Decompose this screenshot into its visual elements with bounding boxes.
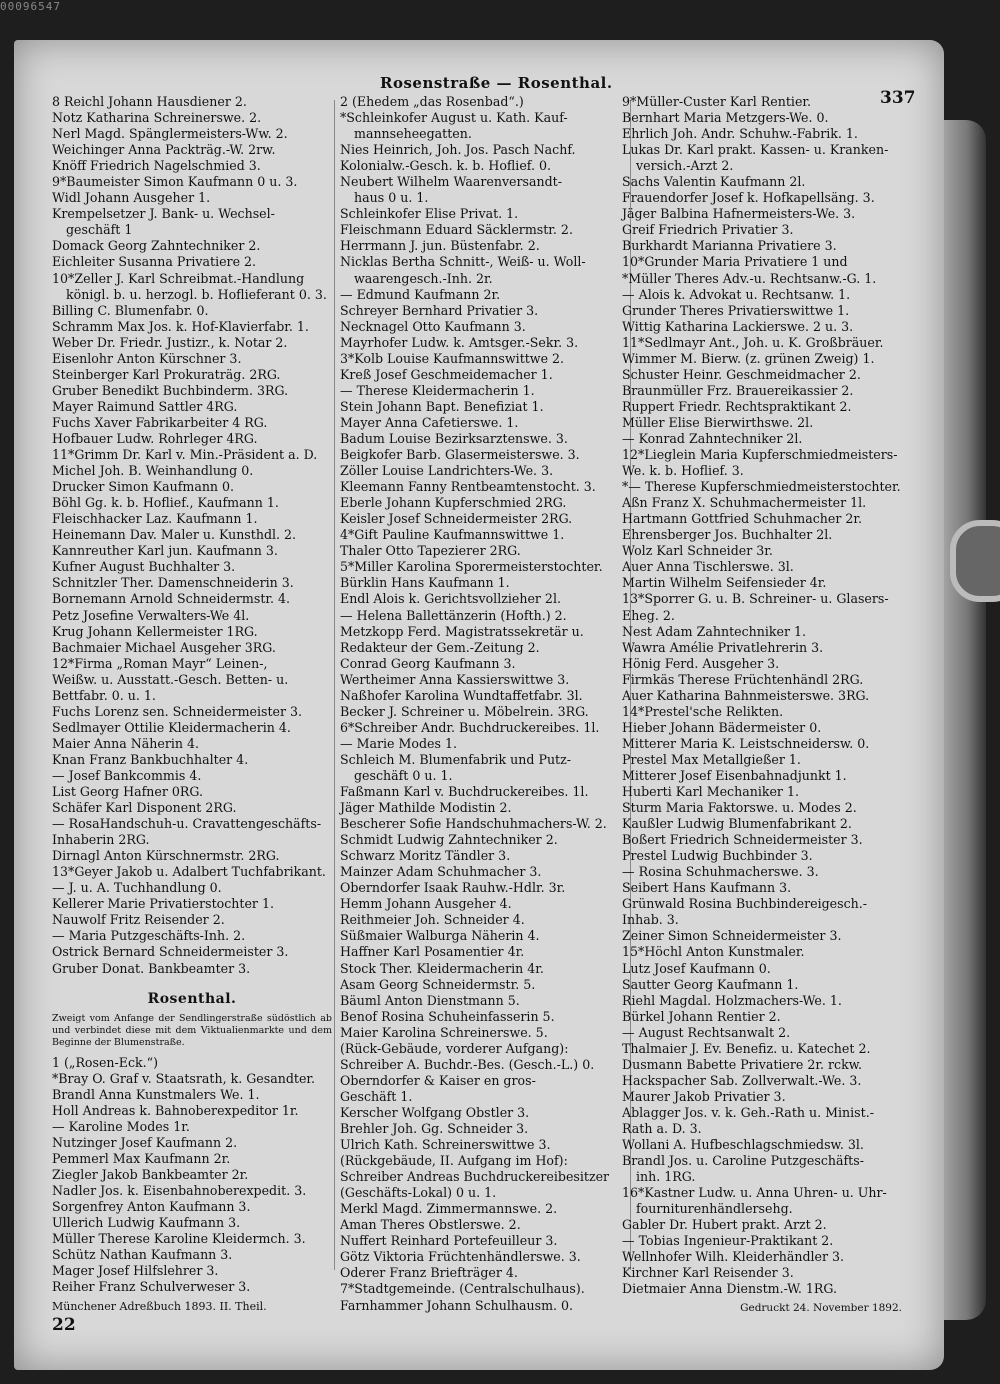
directory-entry: Dietmaier Anna Dienstm.-W. 1RG.	[622, 1281, 838, 1297]
directory-entry: Süßmaier Walburga Näherin 4.	[340, 928, 540, 944]
directory-entry: — Tobias Ingenieur-Praktikant 2.	[622, 1233, 834, 1249]
directory-entry: Greif Friedrich Privatier 3.	[622, 222, 794, 238]
directory-entry: Sorgenfrey Anton Kaufmann 3.	[52, 1199, 251, 1215]
directory-entry: Sachs Valentin Kaufmann 2l.	[622, 174, 806, 190]
directory-entry: waarengesch.-Inh. 2r.	[354, 270, 493, 286]
column-divider	[334, 100, 335, 1270]
directory-entry: Schreiber A. Buchdr.-Bes. (Gesch.-L.) 0.	[340, 1056, 595, 1072]
directory-entry: Domack Georg Zahntechniker 2.	[52, 238, 261, 254]
directory-entry: Frauendorfer Josef k. Hofkapellsäng. 3.	[622, 190, 875, 206]
directory-entry: Nuffert Reinhard Portefeuilleur 3.	[340, 1233, 558, 1249]
directory-entry: Sautter Georg Kaufmann 1.	[622, 976, 799, 992]
directory-entry: Necknagel Otto Kaufmann 3.	[340, 318, 526, 334]
directory-entry: Schwarz Moritz Tändler 3.	[340, 848, 511, 864]
directory-entry: Brehler Joh. Gg. Schneider 3.	[340, 1121, 529, 1136]
column-1-rosenthal-entries	[52, 1055, 332, 1296]
directory-entry: Eisenlohr Anton Kürschner 3.	[52, 350, 242, 366]
column-2-entries	[340, 94, 630, 1314]
directory-entry: mannseheegatten.	[354, 126, 472, 142]
directory-entry: (Geschäfts-Lokal) 0 u. 1.	[340, 1185, 497, 1201]
section-title: Rosenthal.	[147, 990, 237, 1007]
directory-entry: Nutzinger Josef Kaufmann 2.	[52, 1134, 238, 1150]
directory-entry: Weichinger Anna Packträg.-W. 2rw.	[52, 142, 276, 158]
directory-entry: 11*Sedlmayr Ant., Joh. u. K. Großbräuer.	[622, 334, 884, 350]
directory-entry: Grünwald Rosina Buchbindereigesch.-	[622, 896, 868, 912]
directory-entry: Sedlmayer Ottilie Kleidermacherin 4.	[52, 719, 291, 735]
directory-entry: Jäger Balbina Hafnermeisters-We. 3.	[622, 206, 856, 222]
column-1-entries	[52, 94, 332, 977]
directory-entry: — Rosina Schuhmacherswe. 3.	[622, 864, 819, 880]
directory-entry: inh. 1RG.	[636, 1169, 696, 1185]
running-header: Rosenstraße — Rosenthal.	[380, 74, 613, 92]
directory-entry: Huberti Karl Mechaniker 1.	[622, 784, 799, 800]
directory-entry: Ostrick Bernard Schneidermeister 3.	[52, 944, 289, 960]
directory-entry: Brandl Anna Kunstmalers We. 1.	[52, 1086, 260, 1102]
directory-entry: Drucker Simon Kaufmann 0.	[52, 479, 235, 495]
directory-entry: Bescherer Sofie Handschuhmachers-W. 2.	[340, 816, 607, 832]
directory-entry: 10*Zeller J. Karl Schreibmat.-Handlung	[52, 270, 305, 286]
directory-entry: Geschäft 1.	[340, 1088, 413, 1104]
directory-entry: Mitterer Maria K. Leistschneidersw. 0.	[622, 735, 870, 751]
directory-entry: Bürkel Johann Rentier 2.	[622, 1008, 781, 1024]
directory-entry: Hemm Johann Ausgeher 4.	[340, 896, 512, 912]
directory-entry: Haffner Karl Posamentier 4r.	[340, 944, 525, 960]
directory-entry: Fleischmann Eduard Säcklermstr. 2.	[340, 222, 573, 238]
directory-entry: (Rück-Gebäude, vorderer Aufgang):	[340, 1040, 569, 1056]
directory-entry: Wollani A. Hufbeschlagschmiedsw. 3l.	[622, 1137, 864, 1153]
directory-entry: — Josef Bankcommis 4.	[52, 767, 202, 783]
directory-entry: Müller Elise Bierwirthswe. 2l.	[622, 414, 814, 430]
directory-entry: Inhab. 3.	[622, 912, 679, 928]
directory-entry: Eberle Johann Kupferschmied 2RG.	[340, 495, 567, 511]
directory-entry: Jäger Mathilde Modistin 2.	[340, 800, 512, 816]
footer-number: 22	[52, 1315, 76, 1336]
directory-entry: Ruppert Friedr. Rechtspraktikant 2.	[622, 398, 852, 414]
directory-entry: Götz Viktoria Früchtenhändlerswe. 3.	[340, 1249, 581, 1265]
directory-entry: Wertheimer Anna Kassierswittwe 3.	[340, 671, 570, 687]
directory-entry: Dirnagl Anton Kürschnermstr. 2RG.	[52, 848, 280, 864]
directory-entry: Beigkofer Barb. Glasermeisterswe. 3.	[340, 447, 580, 463]
directory-entry: Kannreuther Karl jun. Kaufmann 3.	[52, 543, 278, 559]
directory-entry: Eichleiter Susanna Privatiere 2.	[52, 254, 257, 270]
footer-right: Gedruckt 24. November 1892.	[740, 1301, 902, 1314]
directory-entry: Riehl Magdal. Holzmachers-We. 1.	[622, 992, 842, 1008]
directory-entry: 10*Grunder Maria Privatiere 1 und	[622, 254, 848, 270]
directory-entry: Schreiber Andreas Buchdruckereibesitzer	[340, 1169, 610, 1185]
directory-entry: Reithmeier Joh. Schneider 4.	[340, 912, 525, 928]
directory-entry: Gabler Dr. Hubert prakt. Arzt 2.	[622, 1217, 827, 1233]
directory-entry: Sturm Maria Faktorswe. u. Modes 2.	[622, 800, 857, 816]
directory-entry: Thalmaier J. Ev. Benefiz. u. Katechet 2.	[622, 1040, 871, 1056]
directory-entry: Hieber Johann Bädermeister 0.	[622, 719, 822, 735]
page-edge	[940, 120, 986, 1320]
directory-entry: Nadler Jos. k. Eisenbahnoberexpedit. 3.	[52, 1183, 307, 1198]
directory-entry: Metzkopp Ferd. Magistratssekretär u.	[340, 623, 584, 639]
catalog-id: 00096547	[0, 0, 61, 13]
directory-entry: Oberndorfer & Kaiser en gros-	[340, 1072, 536, 1088]
directory-entry: geschäft 1	[66, 222, 133, 238]
directory-entry: Redakteur der Gem.-Zeitung 2.	[340, 639, 540, 655]
directory-entry: Farnhammer Johann Schulhausm. 0.	[340, 1297, 574, 1313]
page-number: 337	[880, 88, 916, 108]
directory-entry: 14*Prestel'sche Relikten.	[622, 703, 784, 719]
directory-entry: Petz Josefine Verwalters-We 4l.	[52, 607, 250, 623]
directory-entry: Firmkäs Therese Früchtenhändl 2RG.	[622, 671, 864, 687]
directory-entry: List Georg Hafner 0RG.	[52, 784, 203, 800]
directory-entry: Bürklin Hans Kaufmann 1.	[340, 575, 510, 591]
directory-entry: Ullerich Ludwig Kaufmann 3.	[52, 1215, 241, 1231]
directory-entry: Kreß Josef Geschmeidemacher 1.	[340, 366, 553, 382]
directory-entry: Fuchs Lorenz sen. Schneidermeister 3.	[52, 703, 303, 719]
directory-entry: 9*Baumeister Simon Kaufmann 0 u. 3.	[52, 174, 298, 190]
section-note: Zweigt vom Anfange der Sendlingerstraße südöstlich ab und verbindet diese mit dem Viktualienmarkte und dem Beginne der Blumenstraße.	[52, 1012, 332, 1048]
directory-entry: 12*Lieglein Maria Kupferschmiedmeisters-	[622, 447, 898, 463]
directory-entry: 2 (Ehedem „das Rosenbad“.)	[340, 94, 524, 109]
directory-entry: Nauwolf Fritz Reisender 2.	[52, 912, 225, 928]
directory-entry: Brandl Jos. u. Caroline Putzgeschäfts-	[622, 1153, 864, 1169]
directory-entry: Heinemann Dav. Maler u. Kunsthdl. 2.	[52, 527, 297, 543]
directory-entry: Bachmaier Michael Ausgeher 3RG.	[52, 639, 276, 655]
directory-entry: Zeiner Simon Schneidermeister 3.	[622, 928, 842, 944]
directory-entry: Becker J. Schreiner u. Möbelrein. 3RG.	[340, 703, 589, 719]
directory-entry: Schnitzler Ther. Damenschneiderin 3.	[52, 575, 294, 591]
directory-entry: Bornemann Arnold Schneidermstr. 4.	[52, 591, 291, 607]
directory-entry: Kleemann Fanny Rentbeamtenstocht. 3.	[340, 479, 596, 495]
directory-entry: Schleinkofer Elise Privat. 1.	[340, 206, 519, 222]
directory-entry: Kufner August Buchhalter 3.	[52, 559, 236, 575]
directory-entry: Stein Johann Bapt. Benefiziat 1.	[340, 398, 544, 414]
column-3-entries	[622, 94, 912, 1298]
directory-entry: Mayer Anna Cafetierswe. 1.	[340, 414, 519, 430]
directory-entry: (Rückgebäude, II. Aufgang im Hof):	[340, 1153, 568, 1169]
directory-entry: Schuster Heinr. Geschmeidmacher 2.	[622, 366, 861, 382]
directory-entry: Dusmann Babette Privatiere 2r. rckw.	[622, 1056, 863, 1072]
directory-entry: — Therese Kleidermacherin 1.	[340, 382, 535, 398]
directory-entry: Wolz Karl Schneider 3r.	[622, 543, 773, 559]
directory-entry: 8 Reichl Johann Hausdiener 2.	[52, 94, 247, 109]
directory-entry: Benof Rosina Schuheinfasserin 5.	[340, 1008, 555, 1024]
directory-entry: Wittig Katharina Lackierswe. 2 u. 3.	[622, 318, 854, 334]
directory-entry: *Müller Theres Adv.-u. Rechtsanw.-G. 1.	[622, 270, 877, 286]
directory-entry: Reiher Franz Schulverweser 3.	[52, 1279, 251, 1295]
directory-entry: Naßhofer Karolina Wundtaffetfabr. 3l.	[340, 687, 583, 703]
directory-entry: Pemmerl Max Kaufmann 2r.	[52, 1150, 231, 1166]
directory-entry: Eheg. 2.	[622, 607, 675, 623]
directory-entry: *Bray O. Graf v. Staatsrath, k. Gesandter.	[52, 1070, 316, 1086]
directory-entry: Gruber Benedikt Buchbinderm. 3RG.	[52, 382, 289, 398]
directory-entry: Asam Georg Schneidermstr. 5.	[340, 976, 536, 992]
directory-entry: Keisler Josef Schneidermeister 2RG.	[340, 511, 573, 527]
directory-entry: Wimmer M. Bierw. (z. grünen Zweig) 1.	[622, 350, 875, 366]
directory-entry: Auer Katharina Bahnmeisterswe. 3RG.	[622, 687, 870, 703]
directory-entry: königl. b. u. herzogl. b. Hoflieferant 0. 3.	[66, 286, 327, 302]
directory-entry: Krug Johann Kellermeister 1RG.	[52, 623, 258, 639]
directory-entry: Faßmann Karl v. Buchdruckereibes. 1l.	[340, 784, 589, 800]
directory-entry: 15*Höchl Anton Kunstmaler.	[622, 944, 805, 960]
directory-entry: Schäfer Karl Disponent 2RG.	[52, 800, 237, 816]
directory-entry: Aman Theres Obstlerswe. 2.	[340, 1217, 521, 1233]
directory-entry: Oberndorfer Isaak Rauhw.-Hdlr. 3r.	[340, 880, 566, 896]
directory-entry: Zöller Louise Landrichters-We. 3.	[340, 463, 554, 479]
directory-entry: 13*Geyer Jakob u. Adalbert Tuchfabrikant.	[52, 864, 326, 880]
directory-entry: Müller Therese Karoline Kleidermch. 3.	[52, 1231, 306, 1247]
directory-entry: Billing C. Blumenfabr. 0.	[52, 302, 209, 318]
directory-entry: — Helena Ballettänzerin (Hofth.) 2.	[340, 607, 567, 623]
directory-entry: Schütz Nathan Kaufmann 3.	[52, 1247, 233, 1263]
directory-entry: Hackspacher Sab. Zollverwalt.-We. 3.	[622, 1072, 862, 1088]
directory-entry: versich.-Arzt 2.	[636, 158, 734, 174]
directory-entry: Böhl Gg. k. b. Hoflief., Kaufmann 1.	[52, 495, 279, 511]
directory-entry: 6*Schreiber Andr. Buchdruckereibes. 1l.	[340, 719, 600, 735]
directory-entry: Wawra Amélie Privatlehrerin 3.	[622, 639, 824, 655]
binder-ring	[950, 520, 1000, 602]
directory-entry: Boßert Friedrich Schneidermeister 3.	[622, 832, 863, 848]
column-3	[622, 94, 912, 1316]
directory-entry: Auer Anna Tischlerswe. 3l.	[622, 559, 794, 575]
directory-entry: Michel Joh. B. Weinhandlung 0.	[52, 463, 254, 479]
directory-entry: Thaler Otto Tapezierer 2RG.	[340, 543, 521, 559]
directory-entry: Weber Dr. Friedr. Justizr., k. Notar 2.	[52, 334, 288, 350]
directory-entry: Widl Johann Ausgeher 1.	[52, 190, 211, 206]
directory-entry: — Karoline Modes 1r.	[52, 1118, 190, 1134]
directory-entry: Endl Alois k. Gerichtsvollzieher 2l.	[340, 591, 561, 607]
directory-entry: Bäuml Anton Dienstmann 5.	[340, 992, 520, 1008]
directory-entry: 12*Firma „Roman Mayr“ Leinen-,	[52, 655, 268, 671]
directory-entry: Lutz Josef Kaufmann 0.	[622, 960, 771, 976]
directory-entry: Braunmüller Frz. Brauereikassier 2.	[622, 382, 854, 398]
directory-entry: Kerscher Wolfgang Obstler 3.	[340, 1104, 530, 1120]
directory-entry: Knan Franz Bankbuchhalter 4.	[52, 751, 249, 767]
directory-entry: Hofbauer Ludw. Rohrleger 4RG.	[52, 430, 258, 446]
directory-entry: Bettfabr. 0. u. 1.	[52, 687, 156, 703]
directory-entry: 11*Grimm Dr. Karl v. Min.-Präsident a. D.	[52, 447, 318, 463]
directory-entry: Stock Ther. Kleidermacherin 4r.	[340, 960, 544, 976]
directory-entry: Nest Adam Zahntechniker 1.	[622, 623, 807, 639]
directory-entry: 7*Stadtgemeinde. (Centralschulhaus).	[340, 1281, 585, 1297]
directory-entry: Nerl Magd. Spänglermeisters-Ww. 2.	[52, 126, 288, 142]
column-1	[52, 94, 332, 1336]
directory-entry: Oderer Franz Briefträger 4.	[340, 1265, 518, 1281]
directory-entry: Holl Andreas k. Bahnoberexpeditor 1r.	[52, 1102, 299, 1118]
directory-entry: Hartmann Gottfried Schuhmacher 2r.	[622, 511, 862, 527]
directory-entry: We. k. b. Hoflief. 3.	[622, 463, 744, 479]
directory-entry: Knöff Friedrich Nagelschmied 3.	[52, 158, 261, 174]
directory-entry: Ablagger Jos. v. k. Geh.-Rath u. Minist.-	[622, 1104, 874, 1120]
directory-entry: Martin Wilhelm Seifensieder 4r.	[622, 575, 827, 591]
directory-entry: Aßn Franz X. Schuhmachermeister 1l.	[622, 495, 867, 511]
directory-entry: 1 („Rosen-Eck.“)	[52, 1054, 159, 1070]
directory-entry: Lukas Dr. Karl prakt. Kassen- u. Kranken-	[622, 142, 889, 158]
directory-entry: Fleischhacker Laz. Kaufmann 1.	[52, 511, 258, 527]
column-2	[340, 94, 630, 1314]
directory-entry: Rath a. D. 3.	[622, 1121, 702, 1136]
directory-entry: Krempelsetzer J. Bank- u. Wechsel-	[52, 206, 275, 222]
directory-entry: Hönig Ferd. Ausgeher 3.	[622, 655, 780, 671]
directory-entry: Nies Heinrich, Joh. Jos. Pasch Nachf.	[340, 142, 576, 158]
directory-entry: Neubert Wilhelm Waarenversandt-	[340, 174, 562, 190]
directory-entry: Kellerer Marie Privatierstochter 1.	[52, 896, 274, 912]
directory-entry: — Edmund Kaufmann 2r.	[340, 286, 501, 302]
directory-entry: Burkhardt Marianna Privatiere 3.	[622, 238, 837, 254]
directory-entry: haus 0 u. 1.	[354, 190, 429, 206]
directory-entry: Mayer Raimund Sattler 4RG.	[52, 398, 238, 414]
directory-entry: — Maria Putzgeschäfts-Inh. 2.	[52, 928, 246, 944]
directory-entry: 3*Kolb Louise Kaufmannswittwe 2.	[340, 350, 565, 366]
directory-entry: Maier Anna Näherin 4.	[52, 735, 200, 751]
directory-entry: — Alois k. Advokat u. Rechtsanw. 1.	[622, 286, 851, 302]
directory-entry: — Marie Modes 1.	[340, 735, 457, 751]
directory-entry: 16*Kastner Ludw. u. Anna Uhren- u. Uhr-	[622, 1185, 887, 1201]
directory-entry: Mager Josef Hilfslehrer 3.	[52, 1263, 219, 1279]
directory-entry: Kaußler Ludwig Blumenfabrikant 2.	[622, 816, 852, 832]
directory-entry: Ulrich Kath. Schreinerswittwe 3.	[340, 1137, 551, 1153]
directory-entry: Steinberger Karl Prokuraträg. 2RG.	[52, 366, 281, 382]
directory-entry: Badum Louise Bezirksarztenswe. 3.	[340, 430, 568, 446]
directory-entry: Schleich M. Blumenfabrik und Putz-	[340, 751, 572, 767]
directory-entry: Notz Katharina Schreinerswe. 2.	[52, 110, 262, 126]
directory-entry: Prestel Max Metallgießer 1.	[622, 751, 801, 767]
directory-entry: Weißw. u. Ausstatt.-Gesch. Betten- u.	[52, 671, 289, 687]
directory-entry: Merkl Magd. Zimmermannswe. 2.	[340, 1201, 558, 1217]
directory-entry: Mainzer Adam Schuhmacher 3.	[340, 864, 542, 880]
directory-entry: — RosaHandschuh-u. Cravattengeschäfts-	[52, 816, 322, 832]
directory-entry: Grunder Theres Privatierswittwe 1.	[622, 302, 850, 318]
directory-entry: Prestel Ludwig Buchbinder 3.	[622, 848, 813, 864]
footer-left: Münchener Adreßbuch 1893. II. Theil.	[52, 1300, 267, 1314]
directory-entry: Mayrhofer Ludw. k. Amtsger.-Sekr. 3.	[340, 334, 579, 350]
directory-entry: Ehrlich Joh. Andr. Schuhw.-Fabrik. 1.	[622, 126, 858, 142]
directory-entry: Schramm Max Jos. k. Hof-Klavierfabr. 1.	[52, 318, 309, 334]
directory-entry: 13*Sporrer G. u. B. Schreiner- u. Glasers-	[622, 591, 889, 607]
directory-entry: fourniturenhändlersehg.	[636, 1201, 793, 1217]
directory-entry: geschäft 0 u. 1.	[354, 767, 453, 783]
directory-entry: Inhaberin 2RG.	[52, 832, 150, 848]
directory-entry: Kirchner Karl Reisender 3.	[622, 1265, 794, 1281]
directory-entry: 5*Miller Karolina Sporermeisterstochter.	[340, 559, 603, 575]
directory-entry: Fuchs Xaver Fabrikarbeiter 4 RG.	[52, 414, 268, 430]
directory-entry: Maier Karolina Schreinerswe. 5.	[340, 1024, 548, 1040]
directory-entry: — August Rechtsanwalt 2.	[622, 1024, 791, 1040]
directory-entry: Nicklas Bertha Schnitt-, Weiß- u. Woll-	[340, 254, 586, 270]
directory-entry: Schmidt Ludwig Zahntechniker 2.	[340, 832, 558, 848]
directory-entry: 4*Gift Pauline Kaufmannswittwe 1.	[340, 527, 565, 543]
directory-entry: — J. u. A. Tuchhandlung 0.	[52, 880, 222, 896]
directory-entry: Gruber Donat. Bankbeamter 3.	[52, 960, 251, 976]
directory-entry: Ziegler Jakob Bankbeamter 2r.	[52, 1166, 249, 1182]
directory-entry: Bernhart Maria Metzgers-We. 0.	[622, 110, 829, 126]
directory-entry: Schreyer Bernhard Privatier 3.	[340, 302, 539, 318]
directory-entry: Conrad Georg Kaufmann 3.	[340, 655, 516, 671]
directory-entry: 9*Müller-Custer Karl Rentier.	[622, 94, 812, 109]
directory-entry: — Konrad Zahntechniker 2l.	[622, 430, 803, 446]
directory-entry: *Schleinkofer August u. Kath. Kauf-	[340, 110, 568, 126]
directory-entry: Kolonialw.-Gesch. k. b. Hoflief. 0.	[340, 158, 552, 174]
directory-entry: Mitterer Josef Eisenbahnadjunkt 1.	[622, 767, 847, 783]
directory-entry: Seibert Hans Kaufmann 3.	[622, 880, 792, 896]
directory-entry: Ehrensberger Jos. Buchhalter 2l.	[622, 527, 833, 543]
directory-entry: Herrmann J. jun. Büstenfabr. 2.	[340, 238, 540, 254]
directory-entry: *— Therese Kupferschmiedmeisterstochter.	[622, 479, 901, 495]
directory-entry: Maurer Jakob Privatier 3.	[622, 1088, 786, 1104]
directory-entry: Wellnhofer Wilh. Kleiderhändler 3.	[622, 1249, 845, 1265]
